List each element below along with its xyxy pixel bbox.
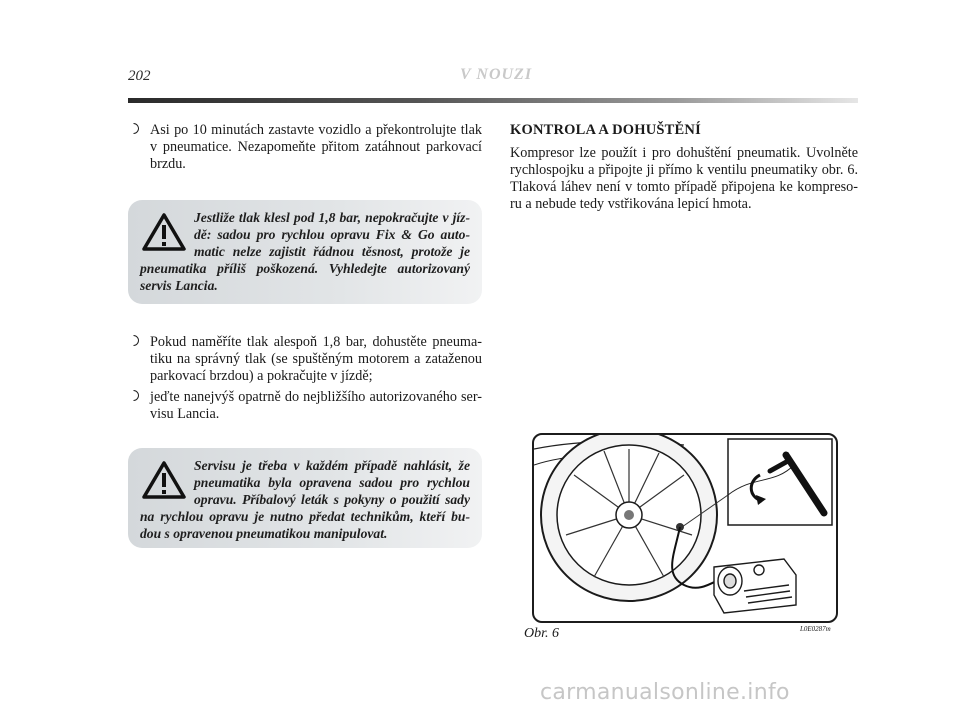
bullet-icon xyxy=(128,390,139,401)
list-item xyxy=(128,334,482,385)
right-column xyxy=(510,122,858,213)
figure-caption: Obr. 6 xyxy=(524,626,560,641)
warning-text: Jestliže tlak klesl pod 1,8 bar, nepokračujte v jíz-dě: sadou pro rychlou opravu Fix & Go auto-matic nelze zajistit řádnou těsnost, protože je pneumatika příliš poškozená. Vyhledejte autorizovaný servis Lancia. xyxy=(140,210,470,293)
bullet-icon xyxy=(128,335,139,346)
figure-illustration xyxy=(532,433,838,623)
warning-triangle-icon xyxy=(142,213,186,251)
left-column-lower xyxy=(128,334,482,423)
page-number: 202 xyxy=(128,68,151,84)
figure-code: L0E0287m xyxy=(800,625,831,633)
warning-box xyxy=(128,200,482,304)
warning-text: Servisu je třeba v každém případě nahlásit, že pneumatika byla opravena sadou pro rychlou opravu. Příbalový leták s pokyny o použití sady na rychlou opravu je nutno předat technikům, kteří bu-dou s opravenou pneumatikou manipulovat. xyxy=(140,458,470,541)
warning-box xyxy=(128,448,482,548)
compressor-tire-illustration xyxy=(534,435,836,621)
section-heading: KONTROLA A DOHUŠTĚNÍ xyxy=(510,122,701,138)
header-rule xyxy=(128,98,858,103)
list-item xyxy=(128,389,482,423)
bullet-text: jeďte nanejvýš opatrně do nejbližšího autorizovaného ser-visu Lancia. xyxy=(150,389,482,422)
watermark: carmanualsonline.info xyxy=(540,680,790,705)
left-column xyxy=(128,122,482,173)
chapter-title: V NOUZI xyxy=(460,66,533,83)
body-paragraph: Kompresor lze použít i pro dohuštění pneumatik. Uvolněte rychlospojku a připojte ji přímo k ventilu pneumatiky obr. 6. Tlaková láhev není v tomto případě připojena ke kompreso-ru a nebude tedy vstřikována lepicí hmota. xyxy=(510,145,858,212)
bullet-icon xyxy=(128,123,139,134)
warning-triangle-icon xyxy=(142,461,186,499)
bullet-text: Pokud naměříte tlak alespoň 1,8 bar, dohustěte pneuma-tiku na správný tlak (se spuštěným motorem a zataženou parkovací brzdou) a pokračujte v jízdě; xyxy=(150,334,482,384)
bullet-text: Asi po 10 minutách zastavte vozidlo a překontrolujte tlak v pneumatice. Nezapomeňte přitom zatáhnout parkovací brzdu. xyxy=(150,122,482,172)
list-item xyxy=(128,122,482,173)
